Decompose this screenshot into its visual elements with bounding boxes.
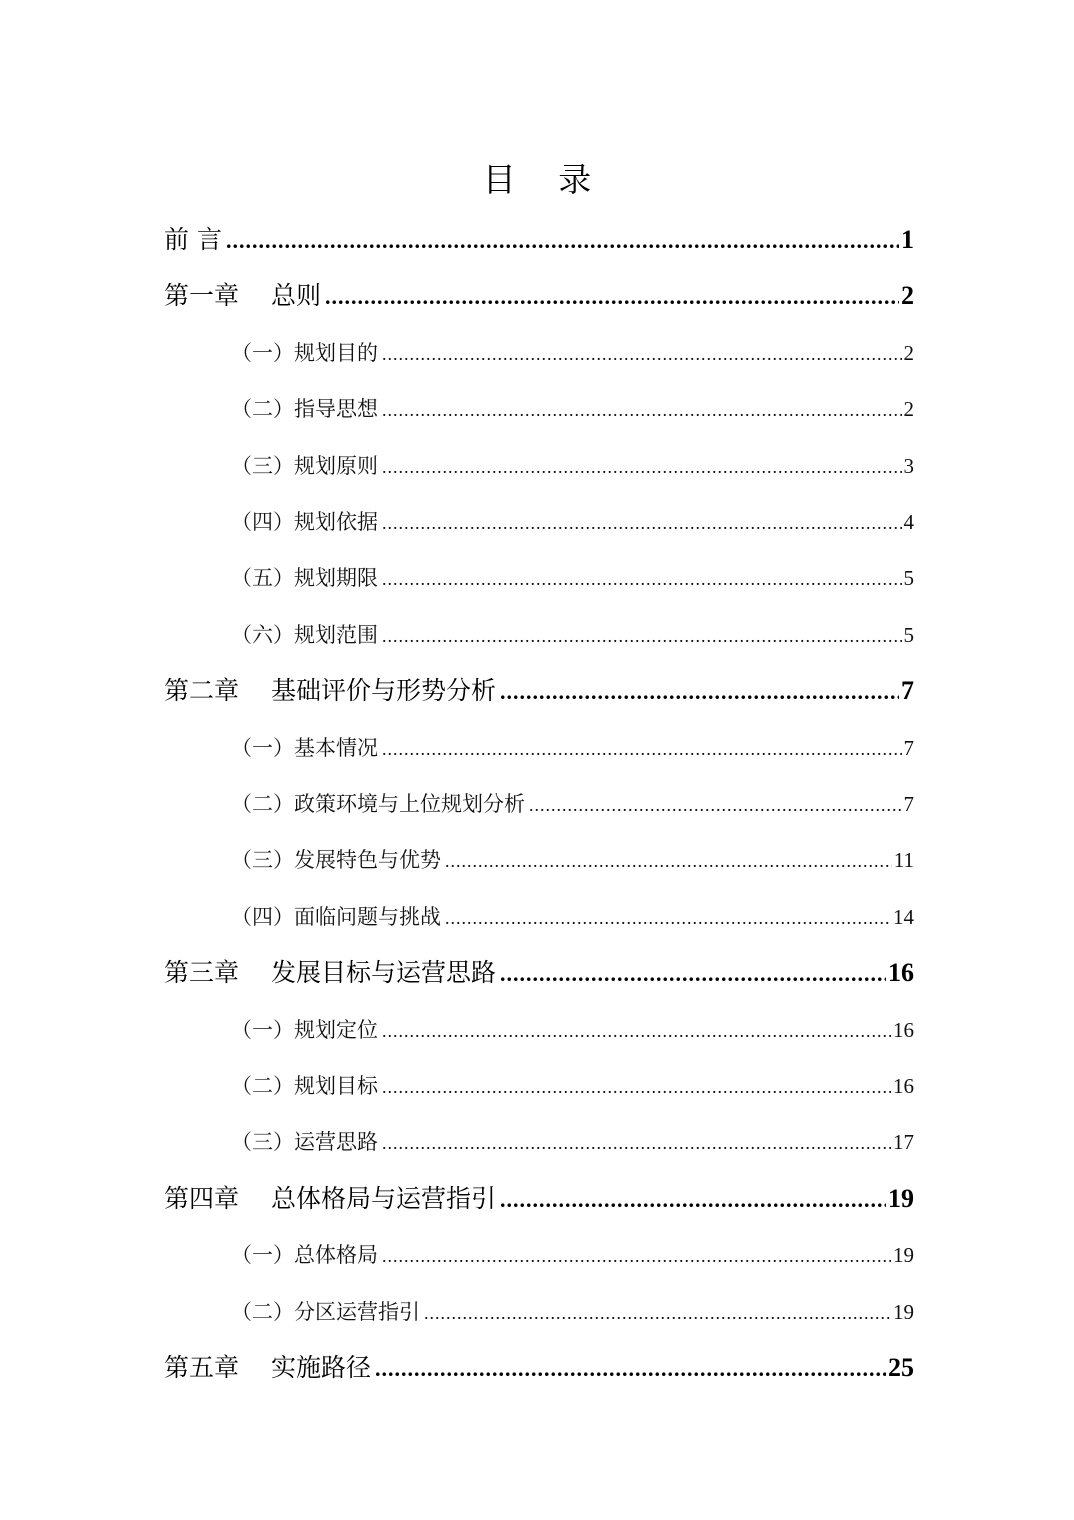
dot-leader <box>382 326 902 382</box>
toc-page-number: 7 <box>903 735 914 760</box>
toc-page-number: 7 <box>901 676 914 706</box>
toc-section-entry[interactable] <box>231 1002 914 1058</box>
toc-chapter-entry[interactable] <box>164 1171 914 1227</box>
chapter-title: 总则 <box>271 281 322 311</box>
toc-chapter-entry[interactable] <box>164 268 914 324</box>
toc-section-entry[interactable] <box>231 776 914 832</box>
toc-entry-label <box>164 945 496 1001</box>
toc-entry-label: （三）发展特色与优势 <box>231 848 441 873</box>
toc-chapter-entry[interactable] <box>164 212 914 268</box>
toc-page-number: 11 <box>893 848 914 873</box>
toc-entry-label <box>164 1171 496 1227</box>
toc-section-entry[interactable] <box>231 1227 914 1283</box>
dot-leader <box>382 382 902 438</box>
toc-page-number: 5 <box>903 622 914 647</box>
toc-page-number: 16 <box>888 958 914 988</box>
dot-leader <box>382 1228 891 1284</box>
toc-page-number: 2 <box>903 340 914 365</box>
toc-entry-label: 前 言 <box>164 225 222 254</box>
toc-page-number: 19 <box>893 1243 914 1268</box>
toc-entry-label: （四）规划依据 <box>231 510 378 534</box>
dot-leader <box>382 439 902 495</box>
chapter-number: 第二章 <box>164 676 240 706</box>
toc-page-number: 3 <box>903 453 914 478</box>
dot-leader <box>424 1285 891 1341</box>
chapter-number: 第四章 <box>164 1183 240 1213</box>
toc-entry-label: （一）规划目的 <box>231 340 378 365</box>
toc-entry-label: （一）规划定位 <box>231 1017 378 1042</box>
toc-entry-label: （二）政策环境与上位规划分析 <box>231 792 525 816</box>
toc-entry-label <box>164 663 496 719</box>
chapter-number: 第三章 <box>164 958 240 988</box>
dot-leader <box>382 721 902 777</box>
toc-page-number: 19 <box>893 1299 914 1324</box>
toc-entry-label: （四）面临问题与挑战 <box>231 904 441 929</box>
toc-page-number: 5 <box>903 566 914 591</box>
toc-title: 目 录 <box>482 160 608 199</box>
chapter-title: 实施路径 <box>271 1353 372 1382</box>
chapter-title: 总体格局与运营指引 <box>271 1183 497 1213</box>
toc-section-entry[interactable] <box>231 1114 914 1170</box>
toc-page-number: 25 <box>888 1353 914 1382</box>
chapter-title: 发展目标与运营思路 <box>271 958 497 988</box>
dot-leader <box>500 664 899 720</box>
toc-entry-label: （一）总体格局 <box>231 1243 378 1268</box>
toc-page-number: 2 <box>901 281 914 311</box>
toc-page-number: 2 <box>903 397 914 422</box>
dot-leader <box>382 495 902 551</box>
toc-page-number: 19 <box>888 1183 914 1213</box>
toc-entry-label: （五）规划期限 <box>231 566 378 591</box>
toc-section-entry[interactable] <box>231 607 914 663</box>
dot-leader <box>529 777 902 833</box>
chapter-number: 第一章 <box>164 281 240 311</box>
dot-leader <box>382 1115 891 1171</box>
toc-page-number: 1 <box>901 225 914 254</box>
dot-leader <box>500 946 886 1002</box>
toc-page-number: 16 <box>893 1074 914 1098</box>
toc-entry-label: （一）基本情况 <box>231 735 378 760</box>
dot-leader <box>445 890 891 946</box>
toc-entry-label <box>164 268 321 324</box>
dot-leader <box>445 833 892 889</box>
toc-entry-label <box>164 1340 371 1396</box>
toc-page-number: 17 <box>893 1130 914 1155</box>
chapter-title: 基础评价与形势分析 <box>271 676 497 706</box>
toc-section-entry[interactable] <box>231 550 914 606</box>
toc-section-entry[interactable] <box>231 1058 914 1114</box>
toc-section-entry[interactable] <box>231 438 914 494</box>
toc-section-entry[interactable] <box>231 720 914 776</box>
toc-section-entry[interactable] <box>231 889 914 945</box>
toc-entry-label: （二）指导思想 <box>231 397 378 422</box>
toc-section-entry[interactable] <box>231 381 914 437</box>
dot-leader <box>382 551 902 607</box>
toc-entry-label: （三）运营思路 <box>231 1130 378 1155</box>
toc-entry-label: （二）分区运营指引 <box>231 1299 420 1324</box>
toc-page-number: 4 <box>903 510 914 534</box>
toc-section-entry[interactable] <box>231 494 914 550</box>
dot-leader <box>375 1341 886 1397</box>
toc-entry-label: （二）规划目标 <box>231 1074 378 1098</box>
dot-leader <box>382 608 902 664</box>
toc-entry-label: （六）规划范围 <box>231 622 378 647</box>
chapter-number: 第五章 <box>164 1353 240 1382</box>
toc-chapter-entry[interactable] <box>164 945 914 1001</box>
toc-page-number: 7 <box>903 792 914 816</box>
dot-leader <box>382 1059 891 1115</box>
toc-entry-label: （三）规划原则 <box>231 453 378 478</box>
dot-leader <box>500 1172 886 1228</box>
dot-leader <box>226 213 899 269</box>
toc-section-entry[interactable] <box>231 832 914 888</box>
dot-leader <box>325 269 899 325</box>
toc-section-entry[interactable] <box>231 325 914 381</box>
toc-chapter-entry[interactable] <box>164 663 914 719</box>
toc-page-number: 16 <box>893 1017 914 1042</box>
toc-section-entry[interactable] <box>231 1284 914 1340</box>
toc-chapter-entry[interactable] <box>164 1340 914 1396</box>
dot-leader <box>382 1003 891 1059</box>
toc-page-number: 14 <box>893 904 914 929</box>
